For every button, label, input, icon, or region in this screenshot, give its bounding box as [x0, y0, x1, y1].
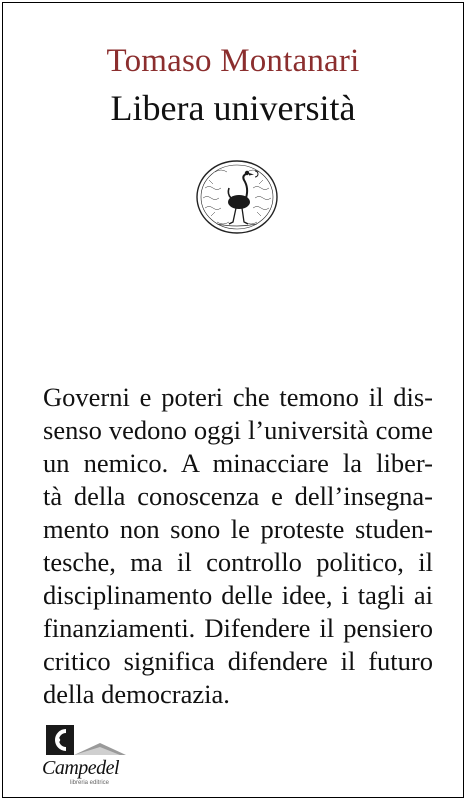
publisher-mark-icon — [40, 721, 140, 761]
blurb-line: mento non sono le proteste studen- — [43, 514, 433, 544]
publisher-name: Campedel — [42, 757, 120, 779]
publisher-logo — [40, 721, 140, 795]
blurb-line: critico significa difendere il futuro — [43, 646, 433, 676]
blurb-line: tesche, ma il controllo politico, il — [43, 547, 433, 577]
publisher-subtitle: libreria editrice — [70, 780, 110, 786]
blurb-line: un nemico. A minacciare la liber- — [43, 448, 433, 478]
book-title: Libera università — [110, 88, 356, 128]
author-name: Tomaso Montanari — [106, 43, 360, 79]
book-cover — [2, 2, 464, 798]
blurb-line: della democrazia. — [43, 679, 230, 709]
blurb-line: finanziamenti. Difendere il pensiero — [43, 613, 433, 643]
blurb-line: senso vedono oggi l’università come — [43, 415, 433, 445]
blurb-line: disciplinamento delle idee, i tagli ai — [43, 580, 433, 610]
blurb-line: tà della conoscenza e dell’insegna- — [43, 481, 433, 511]
blurb-line: Governi e poteri che temono il dis- — [43, 382, 433, 412]
ostrich-seal-icon — [195, 158, 279, 236]
back-cover-blurb — [43, 381, 433, 711]
